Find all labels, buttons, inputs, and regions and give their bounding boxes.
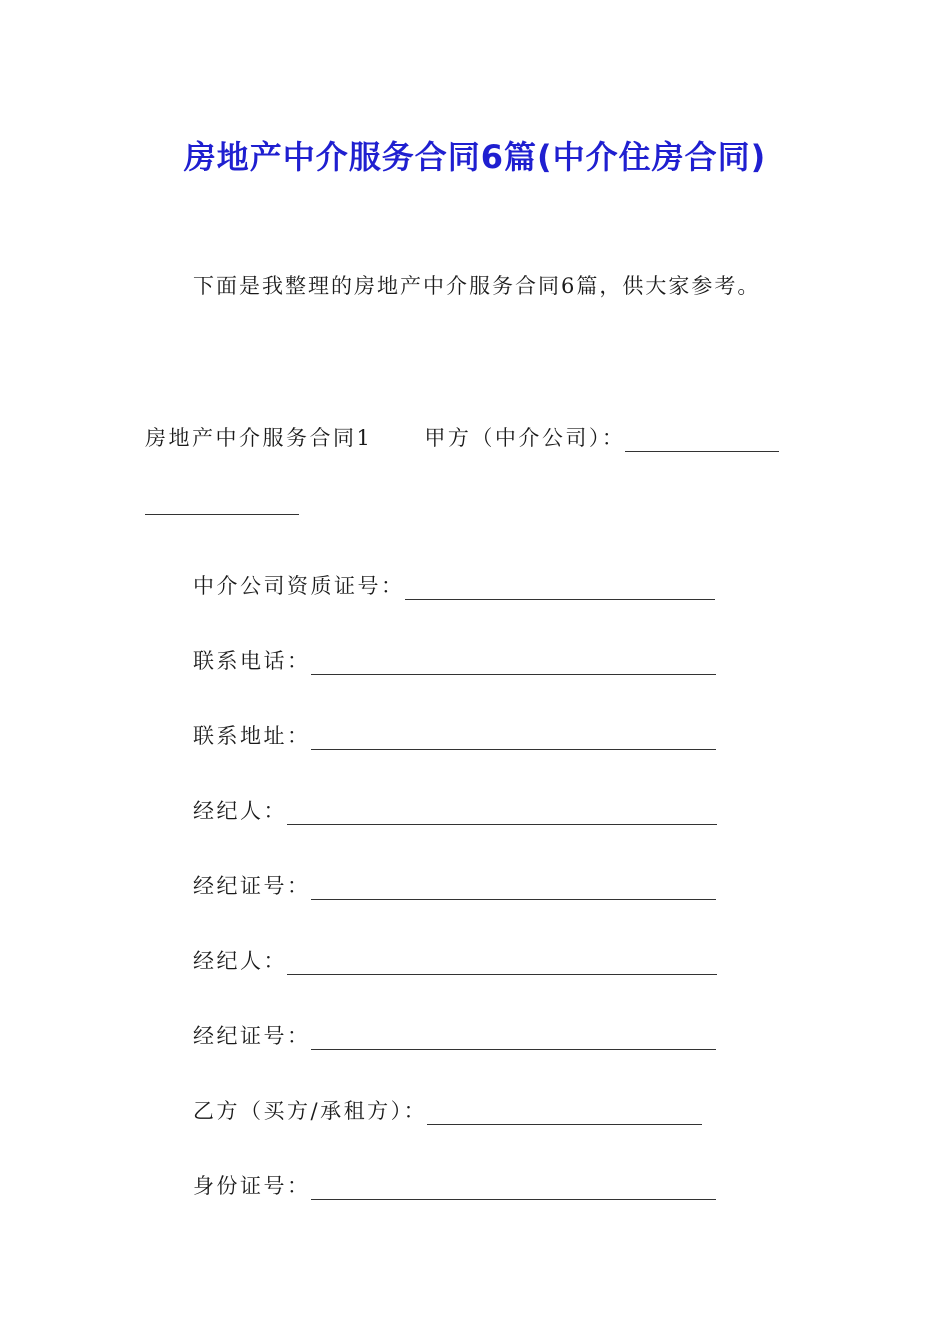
agent-license-blank[interactable] bbox=[311, 877, 716, 900]
field-row bbox=[193, 1095, 702, 1125]
id-number-blank[interactable] bbox=[311, 1177, 716, 1200]
field-label: 联系电话： bbox=[193, 649, 311, 673]
party-b-blank[interactable] bbox=[427, 1102, 702, 1125]
field-label: 经纪人： bbox=[193, 799, 287, 823]
field-row bbox=[193, 870, 716, 900]
field-label: 身份证号： bbox=[193, 1174, 311, 1198]
agent-license-blank-2[interactable] bbox=[311, 1027, 716, 1050]
field-row bbox=[193, 645, 716, 675]
field-label: 联系地址： bbox=[193, 724, 311, 748]
field-label: 乙方（买方/承租方）： bbox=[193, 1099, 428, 1123]
document-title: 房地产中介服务合同6篇(中介住房合同) bbox=[183, 138, 767, 176]
agent-blank[interactable] bbox=[287, 802, 717, 825]
party-a-row bbox=[145, 422, 779, 452]
field-label: 经纪证号： bbox=[193, 874, 311, 898]
party-a-label: 甲方（中介公司）： bbox=[424, 426, 626, 450]
field-label: 中介公司资质证号： bbox=[193, 574, 405, 598]
field-row bbox=[193, 1020, 716, 1050]
field-row bbox=[193, 1170, 716, 1200]
qualification-number-blank[interactable] bbox=[405, 577, 715, 600]
agent-blank-2[interactable] bbox=[287, 952, 717, 975]
party-a-blank[interactable] bbox=[625, 429, 779, 452]
intro-paragraph: 下面是我整理的房地产中介服务合同6篇，供大家参考。 bbox=[193, 274, 761, 298]
phone-blank[interactable] bbox=[311, 652, 716, 675]
field-row bbox=[193, 570, 715, 600]
address-blank[interactable] bbox=[311, 727, 716, 750]
field-label: 经纪证号： bbox=[193, 1024, 311, 1048]
party-a-blank-continued[interactable] bbox=[145, 492, 299, 515]
field-row bbox=[193, 720, 716, 750]
field-row bbox=[193, 945, 717, 975]
field-row bbox=[193, 795, 717, 825]
field-label: 经纪人： bbox=[193, 949, 287, 973]
contract-heading: 房地产中介服务合同1 bbox=[145, 426, 373, 450]
